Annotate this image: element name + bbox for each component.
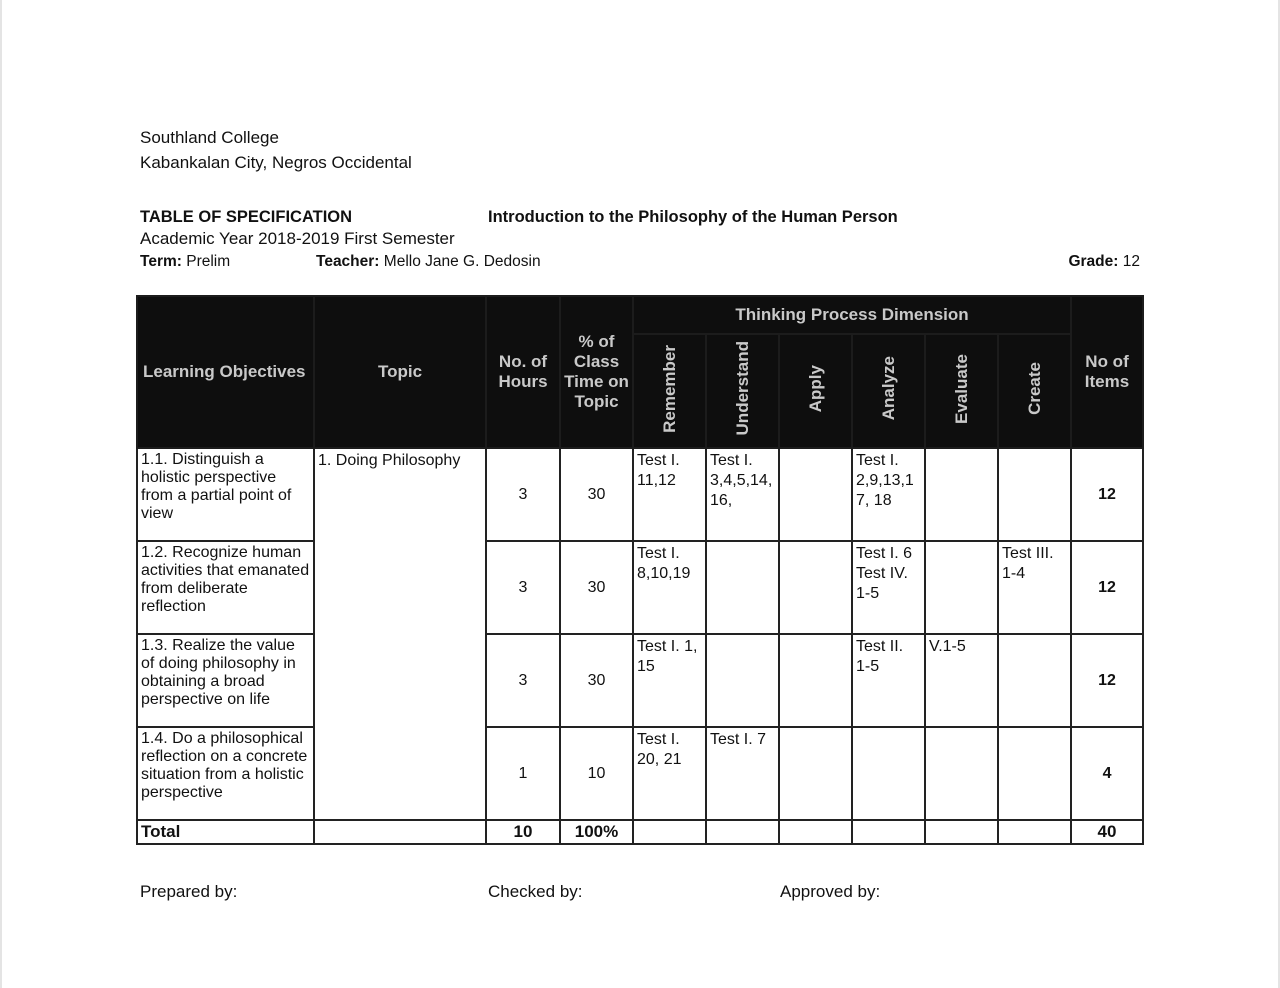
term-value: Prelim	[186, 253, 231, 270]
grade-line	[1068, 253, 1140, 271]
prepared-by-label: Prepared by:	[140, 882, 238, 901]
grade-value: 12	[1122, 253, 1140, 270]
specification-table	[136, 295, 1144, 845]
understand-cell: Test I. 7	[706, 727, 779, 820]
teacher-line	[316, 253, 541, 271]
remember-cell: Test I. 1, 15	[633, 634, 706, 727]
school-name: Southland College	[140, 128, 279, 147]
total-apply-cell	[779, 820, 852, 844]
approved-by-label: Approved by:	[780, 882, 881, 901]
table-header	[137, 296, 1143, 448]
remember-cell: Test I. 8,10,19	[633, 541, 706, 634]
evaluate-cell: V.1-5	[925, 634, 998, 727]
header-percent-time: % of Class Time on Topic	[560, 296, 633, 448]
analyze-cell	[852, 727, 925, 820]
header-hours: No. of Hours	[486, 296, 560, 448]
table-row	[137, 541, 1143, 634]
total-items: 40	[1071, 820, 1143, 844]
header-remember-label: Remember	[659, 344, 679, 433]
understand-cell	[706, 634, 779, 727]
subject-title: Introduction to the Philosophy of the Human Person	[488, 208, 898, 226]
topic-cell: 1. Doing Philosophy	[314, 448, 486, 820]
page-edge-left	[0, 0, 2, 988]
analyze-cell: Test II. 1-5	[852, 634, 925, 727]
academic-year: Academic Year 2018-2019 First Semester	[140, 229, 455, 248]
objective-cell: 1.3. Realize the value of doing philosophy in obtaining a broad perspective on life	[137, 634, 314, 727]
evaluate-cell	[925, 541, 998, 634]
create-cell	[998, 448, 1071, 541]
objective-cell: 1.1. Distinguish a holistic perspective from a partial point of view	[137, 448, 314, 541]
percent-cell: 30	[560, 634, 633, 727]
items-cell: 12	[1071, 634, 1143, 727]
understand-cell	[706, 541, 779, 634]
teacher-value: Mello Jane G. Dedosin	[383, 253, 541, 270]
school-address: Kabankalan City, Negros Occidental	[140, 153, 412, 172]
items-cell: 4	[1071, 727, 1143, 820]
items-cell: 12	[1071, 448, 1143, 541]
checked-by-label: Checked by:	[488, 882, 583, 901]
total-understand-cell	[706, 820, 779, 844]
understand-cell: Test I. 3,4,5,14, 16,	[706, 448, 779, 541]
header-remember	[633, 334, 706, 448]
evaluate-cell	[925, 448, 998, 541]
create-cell	[998, 727, 1071, 820]
hours-cell: 3	[486, 448, 560, 541]
header-understand-label: Understand	[732, 341, 752, 436]
apply-cell	[779, 541, 852, 634]
header-understand	[706, 334, 779, 448]
create-cell	[998, 634, 1071, 727]
analyze-cell: Test I. 2,9,13,1 7, 18	[852, 448, 925, 541]
header-evaluate-label: Evaluate	[951, 353, 971, 424]
header-evaluate	[925, 334, 998, 448]
table-row	[137, 634, 1143, 727]
apply-cell	[779, 448, 852, 541]
document-title: TABLE OF SPECIFICATION	[140, 208, 353, 226]
total-percent: 100%	[560, 820, 633, 844]
remember-cell: Test I. 20, 21	[633, 727, 706, 820]
grade-label: Grade:	[1068, 253, 1119, 270]
school-header	[140, 125, 412, 175]
total-create-cell	[998, 820, 1071, 844]
items-cell: 12	[1071, 541, 1143, 634]
header-no-of-items: No of Items	[1071, 296, 1143, 448]
term-label: Term:	[140, 253, 182, 270]
evaluate-cell	[925, 727, 998, 820]
header-apply-label: Apply	[805, 364, 825, 413]
apply-cell	[779, 634, 852, 727]
percent-cell: 30	[560, 541, 633, 634]
analyze-cell: Test I. 6 Test IV. 1-5	[852, 541, 925, 634]
header-create	[998, 334, 1071, 448]
term-line	[140, 253, 230, 271]
table-row	[137, 448, 1143, 541]
percent-cell: 30	[560, 448, 633, 541]
apply-cell	[779, 727, 852, 820]
header-analyze-label: Analyze	[878, 356, 898, 421]
total-row	[137, 820, 1143, 844]
header-apply	[779, 334, 852, 448]
header-create-label: Create	[1024, 362, 1044, 415]
objective-cell: 1.4. Do a philosophical reflection on a concrete situation from a holistic perspective	[137, 727, 314, 820]
hours-cell: 1	[486, 727, 560, 820]
total-topic-cell	[314, 820, 486, 844]
percent-cell: 10	[560, 727, 633, 820]
total-label: Total	[137, 820, 314, 844]
table-row	[137, 727, 1143, 820]
objective-cell: 1.2. Recognize human activities that emanated from deliberate reflection	[137, 541, 314, 634]
header-thinking-process-dimension: Thinking Process Dimension	[633, 296, 1071, 334]
teacher-label: Teacher:	[316, 253, 380, 270]
header-topic: Topic	[314, 296, 486, 448]
table-body	[137, 448, 1143, 844]
remember-cell: Test I. 11,12	[633, 448, 706, 541]
create-cell: Test III. 1-4	[998, 541, 1071, 634]
hours-cell: 3	[486, 634, 560, 727]
total-remember-cell	[633, 820, 706, 844]
hours-cell: 3	[486, 541, 560, 634]
total-evaluate-cell	[925, 820, 998, 844]
header-learning-objectives: Learning Objectives	[137, 296, 314, 448]
total-analyze-cell	[852, 820, 925, 844]
header-analyze	[852, 334, 925, 448]
total-hours: 10	[486, 820, 560, 844]
